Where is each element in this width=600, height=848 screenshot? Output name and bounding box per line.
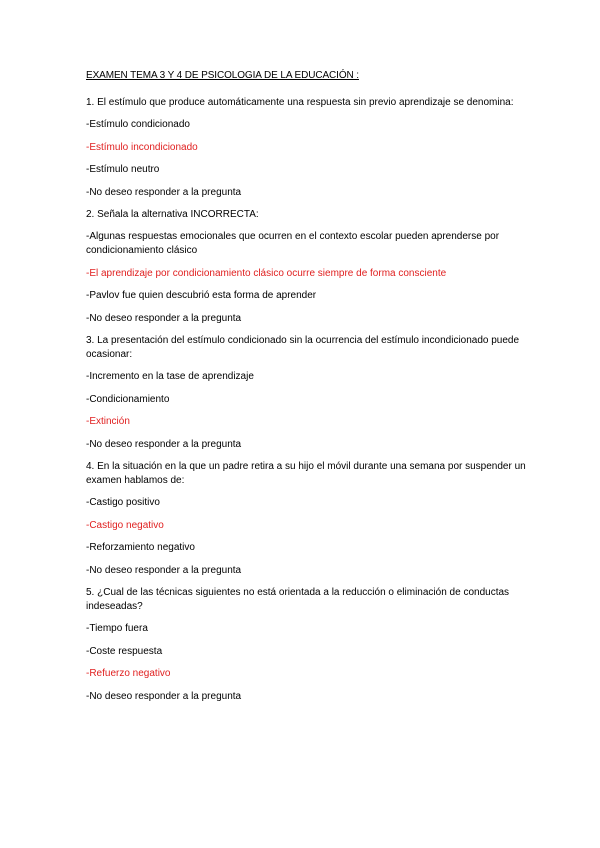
question-block-3 [86, 334, 526, 452]
question-text: 1. El estímulo que produce automáticamente una respuesta sin previo aprendizaje se denomina: [86, 97, 514, 108]
answer-option: -No deseo responder a la pregunta [86, 312, 242, 324]
answer-option-correct: -Castigo negativo [86, 519, 164, 531]
answer-option: -Castigo positivo [86, 497, 160, 508]
answer-option: -Tiempo fuera [86, 623, 148, 634]
question-text: 4. En la situación en la que un padre retira a su hijo el móvil durante una semana por suspender un examen hablamos de: [86, 461, 526, 486]
answer-option: -Estímulo condicionado [86, 119, 190, 130]
question-block-4 [86, 460, 526, 578]
question-block-2 [86, 208, 526, 326]
question-text: 5. ¿Cual de las técnicas siguientes no está orientada a la reducción o eliminación de conductas indeseadas? [86, 587, 510, 612]
answer-option: -No deseo responder a la pregunta [86, 186, 242, 198]
exam-content [86, 69, 526, 712]
answer-option: -No deseo responder a la pregunta [86, 690, 242, 702]
answer-option: -Incremento en la tase de aprendizaje [86, 371, 254, 382]
answer-option: -Reforzamiento negativo [86, 542, 195, 553]
answer-option: -Pavlov fue quien descubrió esta forma de aprender [86, 290, 317, 301]
question-block-1 [86, 96, 526, 200]
answer-option: -Algunas respuestas emocionales que ocurren en el contexto escolar pueden aprenderse por condicionamiento clásico [86, 231, 500, 256]
answer-option: -Condicionamiento [86, 393, 170, 405]
answer-option-correct: -Extinción [86, 416, 130, 427]
answer-option-correct: -Estímulo incondicionado [86, 141, 198, 153]
answer-option: -Estímulo neutro [86, 164, 160, 175]
answer-option-correct: -Refuerzo negativo [86, 668, 171, 679]
answer-option: -No deseo responder a la pregunta [86, 438, 242, 450]
answer-option-correct: -El aprendizaje por condicionamiento clásico ocurre siempre de forma consciente [86, 267, 447, 279]
question-text: 3. La presentación del estímulo condicionado sin la ocurrencia del estímulo incondicionado puede ocasionar: [86, 335, 520, 360]
answer-option: -No deseo responder a la pregunta [86, 564, 242, 576]
question-block-5 [86, 586, 526, 704]
exam-title: EXAMEN TEMA 3 Y 4 DE PSICOLOGIA DE LA EDUCACIÓN : [86, 70, 359, 81]
answer-option: -Coste respuesta [86, 645, 163, 657]
question-text: 2. Señala la alternativa INCORRECTA: [86, 209, 259, 220]
